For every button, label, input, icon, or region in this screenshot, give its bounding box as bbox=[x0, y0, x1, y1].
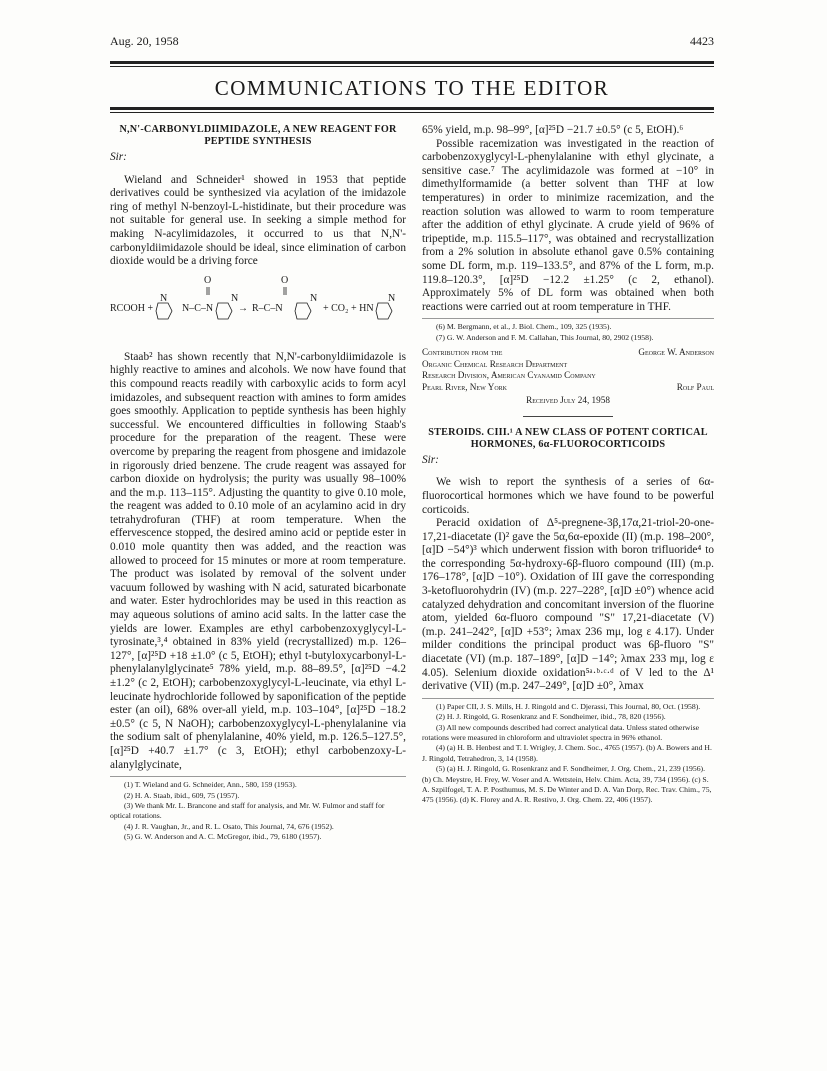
page-number: 4423 bbox=[690, 34, 714, 48]
article-separator bbox=[523, 416, 613, 417]
footnote-rule bbox=[422, 318, 714, 319]
footnote: (4) (a) H. B. Henbest and T. I. Wrigley, J. Chem. Soc., 4765 (1957). (b) A. Bowers and H. J. Ringold, Tetrahedron, 3, 14 (1958). bbox=[422, 743, 712, 763]
right-column bbox=[422, 124, 714, 806]
footnote: (1) Paper CII, J. S. Mills, H. J. Ringold and C. Djerassi, This Journal, 80, Oct. (1958). bbox=[436, 701, 701, 711]
scheme-oxygen-1: O bbox=[204, 274, 212, 286]
section-title: COMMUNICATIONS TO THE EDITOR bbox=[214, 76, 610, 100]
footnote-rule bbox=[110, 776, 406, 777]
footnote: (2) H. A. Staab, ibid., 609, 75 (1957). bbox=[124, 790, 240, 800]
article1-paragraph-1: Wieland and Schneider¹ showed in 1953 that peptide derivatives could be synthesized via acylation of the imidazole ring of methyl N-benzoyl-L-histidinate, but their procedure was not suitable for general use. In seeking a simple method for making N-acylimidazoles, it occurred to us that N,N'-carbonyldiimidazole should be ideal, since elimination of carbon dioxide would be a driving force bbox=[110, 173, 406, 268]
scheme-n-1: N bbox=[160, 292, 168, 304]
scheme-oxygen-2: O bbox=[281, 274, 289, 286]
affiliation-line: Pearl River, New York bbox=[422, 381, 508, 392]
article1-continued-2: Possible racemization was investigated in the reaction of carbobenzoxyglycyl-L-phenylalanine with ethyl glycinate, a sensitive case.⁷ The acylimidazole was formed at −10° in dimethylformamide (a better solvent than THF at low temperatures) in order to minimize racemization, and the reaction solution was allowed to warm to room temperature after the addition of ethyl glycinate. A crude yield of 96% of tripeptide, m.p. 115.5–117°, was obtained and recrystallization from a 2% solution in absolute ethanol gave 0.5% containing some DL form, m.p. 119–133.5°, and 87% of the L form, m.p. 119.8–120.3°, [α]²⁵D −12.2 ±1.25° (c 2, ethanol). Approximately 5% of DL form was obtained when both reactions were carried out at room temperature in THF. bbox=[422, 137, 714, 313]
article2-title: STEROIDS. CIII.¹ A NEW CLASS OF POTENT CORTICAL HORMONES, 6α-FLUOROCORTICOIDS bbox=[428, 426, 708, 450]
footnote-rule bbox=[422, 698, 714, 699]
section-rule bbox=[110, 107, 714, 110]
scheme-arrow: → bbox=[238, 302, 248, 314]
left-column bbox=[110, 124, 406, 843]
article1-footnotes bbox=[110, 780, 406, 842]
article1-salutation: Sir: bbox=[110, 151, 127, 163]
author-name: Rolf Paul bbox=[676, 381, 714, 392]
header-rule bbox=[110, 61, 714, 64]
footnote: (5) G. W. Anderson and A. C. McGregor, ibid., 79, 6180 (1957). bbox=[124, 832, 322, 842]
scheme-right: + CO₂ + HN bbox=[323, 302, 374, 314]
reaction-scheme-figure bbox=[110, 273, 406, 341]
reaction-scheme bbox=[110, 273, 406, 341]
footnote: (7) G. W. Anderson and F. M. Callahan, This Journal, 80, 2902 (1958). bbox=[436, 332, 654, 342]
section-rule-thin bbox=[110, 112, 714, 113]
received-date: Received July 24, 1958 bbox=[526, 395, 610, 406]
article1-continued-1: 65% yield, m.p. 98–99°, [α]²⁵D −21.7 ±0.5° (c 5, EtOH).⁶ bbox=[422, 124, 684, 136]
footnote: (1) T. Wieland and G. Schneider, Ann., 580, 159 (1953). bbox=[124, 780, 297, 790]
scheme-left: RCOOH + bbox=[110, 302, 154, 314]
article2-paragraph-1: We wish to report the synthesis of a series of 6α-fluorocortical hormones which we have found to be powerful corticoids. bbox=[422, 476, 714, 516]
author-affiliation bbox=[422, 347, 714, 393]
footnote: (4) J. R. Vaughan, Jr., and R. L. Osato, This Journal, 74, 676 (1952). bbox=[124, 821, 334, 831]
article1-paragraph-2: Staab² has shown recently that N,N'-carbonyldiimidazole is highly reactive to amines and alcohols. We now have found that this compound reacts readily with carboxylic acids to form acyl imidazoles, and subsequent reaction with amines to form amides goes smoothly. Application to peptide synthesis has been highly successful. We encountered difficulties in following Staab's procedure for the preparation of the reagent. These were overcome by preparing the reagent from phosgene and imidazole in rigorously dried benzene. The crude reagent was assayed for carbon dioxide on hydrolysis; the purity was usually 98–100% and the m.p. 113–115°. Adjusting the quantity to give 0.10 mole, the reagent was added to 0.10 mole of an acylamino acid in dry tetrahydrofuran (THF) at room temperature. When the effervescence stopped, the desired amino acid or peptide ester in 0.010 mole quantity then was added, and the reaction was allowed to proceed for 15 minutes or more at room temperature. The product was isolated by removal of the solvent under vacuum followed by washing with N acid, saturated bicarbonate and water. Ester hydrochlorides may be used in this reaction as may aqueous solutions of amino acid salts. In the latter case the yields are lower. Examples are ethyl carbobenzoxyglycyl-L-tyrosinate,³,⁴ obtained in 83% yield (recrystallized) m.p. 126–127°, [α]²⁵D +18 ±1.0° (c 5, EtOH); ethyl t-butyloxycarbonyl-L-phenylalanylglycinate⁵ 78% yield, m.p. 88–89.5°, [α]²⁵D −4.2 ±1.2° (c 2, EtOH); carbobenzoxyglycyl-L-leucinate, via ethyl L-leucinate hydrochloride followed by saponification of the peptide ester (an oil), 68% over-all yield, m.p. 103–104°, [α]²⁵D −18.2 ±0.5° (c 5, N NaOH); carbobenzoxyglycyl-L-phenylalanine via the sodium salt of phenylalanine, 40% yield, m.p. 126.5–127.5°, [α]²⁵D +40.7 ±1.7° (c 3, EtOH); ethyl carbobenzoxy-L-alanylglycinate, bbox=[110, 350, 406, 771]
affiliation-line: Organic Chemical Research Department bbox=[422, 358, 568, 369]
issue-date: Aug. 20, 1958 bbox=[110, 34, 179, 48]
footnote: (5) (a) H. J. Ringold, G. Rosenkranz and F. Sondheimer, J. Org. Chem., 21, 239 (1956). (b) Ch. Meystre, H. Frey, W. Voser and A. Wettstein, Helv. Chim. Acta, 39, 734 (1956). (c) S. A. Szpilfogel, T. A. P. Posthumus, M. S. De Winter and D. A. Van Dorp, Rec. Trav. Chim., 75, 475 (1956). (d) K. Florey and A. R. Restivo, J. Org. Chem. 22, 406 (1957). bbox=[422, 764, 712, 805]
footnote: (3) All new compounds described had correct analytical data. Unless stated otherwise rotations were measured in chloroform and ultraviolet spectra in 96% ethanol. bbox=[422, 722, 699, 743]
author-name: George W. Anderson bbox=[638, 347, 714, 358]
scheme-n-2: N bbox=[231, 292, 239, 304]
scheme-mid-2: R–C–N bbox=[252, 302, 283, 314]
scheme-n-3: N bbox=[310, 292, 318, 304]
footnote: (6) M. Bergmann, et al., J. Biol. Chem., 109, 325 (1935). bbox=[436, 322, 612, 332]
scheme-mid-1: N–C–N bbox=[182, 302, 214, 314]
article2-paragraph-2: Peracid oxidation of Δ⁵-pregnene-3β,17α,21-triol-20-one-17,21-diacetate (I)² gave the 5α,6α-epoxide (II) (m.p. 198–200°, [α]D −54°)³ which underwent fission with boron trifluoride⁴ to the corresponding 5α-hydroxy-6β-fluoro compound (III) (m.p. 176–178°, [α]D −10°). Oxidation of III gave the corresponding 3-ketofluorohydrin (IV) (m.p. 227–228°, [α]D ±0°) whence acid catalyzed dehydration and concomitant inversion of the fluorine atom, yielded 6α-fluoro compound "S" 17,21-diacetate (V) (m.p. 241–242°, [α]D +53°; λmax 236 mμ, log ε 4.17). Under milder conditions the principal product was 6β-fluoro "S" diacetate (VI) (m.p. 187–189°, [α]D −14°; λmax 233 mμ, log ε 4.05). Selenium dioxide oxidation⁵ᵃ·ᵇ·ᶜ·ᵈ of V led to the Δ¹ derivative (VII) (m.p. 247–249°, [α]D ±0°, λmax bbox=[422, 517, 714, 693]
affiliation-line: Contribution from the bbox=[422, 347, 503, 358]
footnote: (3) We thank Mr. L. Brancone and staff for analysis, and Mr. W. Fulmor and staff for optical rotations. bbox=[110, 800, 385, 821]
footnote: (2) H. J. Ringold, G. Rosenkranz and F. Sondheimer, ibid., 78, 820 (1956). bbox=[436, 712, 666, 722]
scheme-n-4: N bbox=[388, 292, 396, 304]
affiliation-line: Research Division, American Cyanamid Company bbox=[422, 370, 596, 381]
article1-title: N,N'-CARBONYLDIIMIDAZOLE, A NEW REAGENT FOR PEPTIDE SYNTHESIS bbox=[119, 124, 397, 147]
article2-salutation: Sir: bbox=[422, 453, 439, 466]
header-rule-thin bbox=[110, 66, 714, 67]
